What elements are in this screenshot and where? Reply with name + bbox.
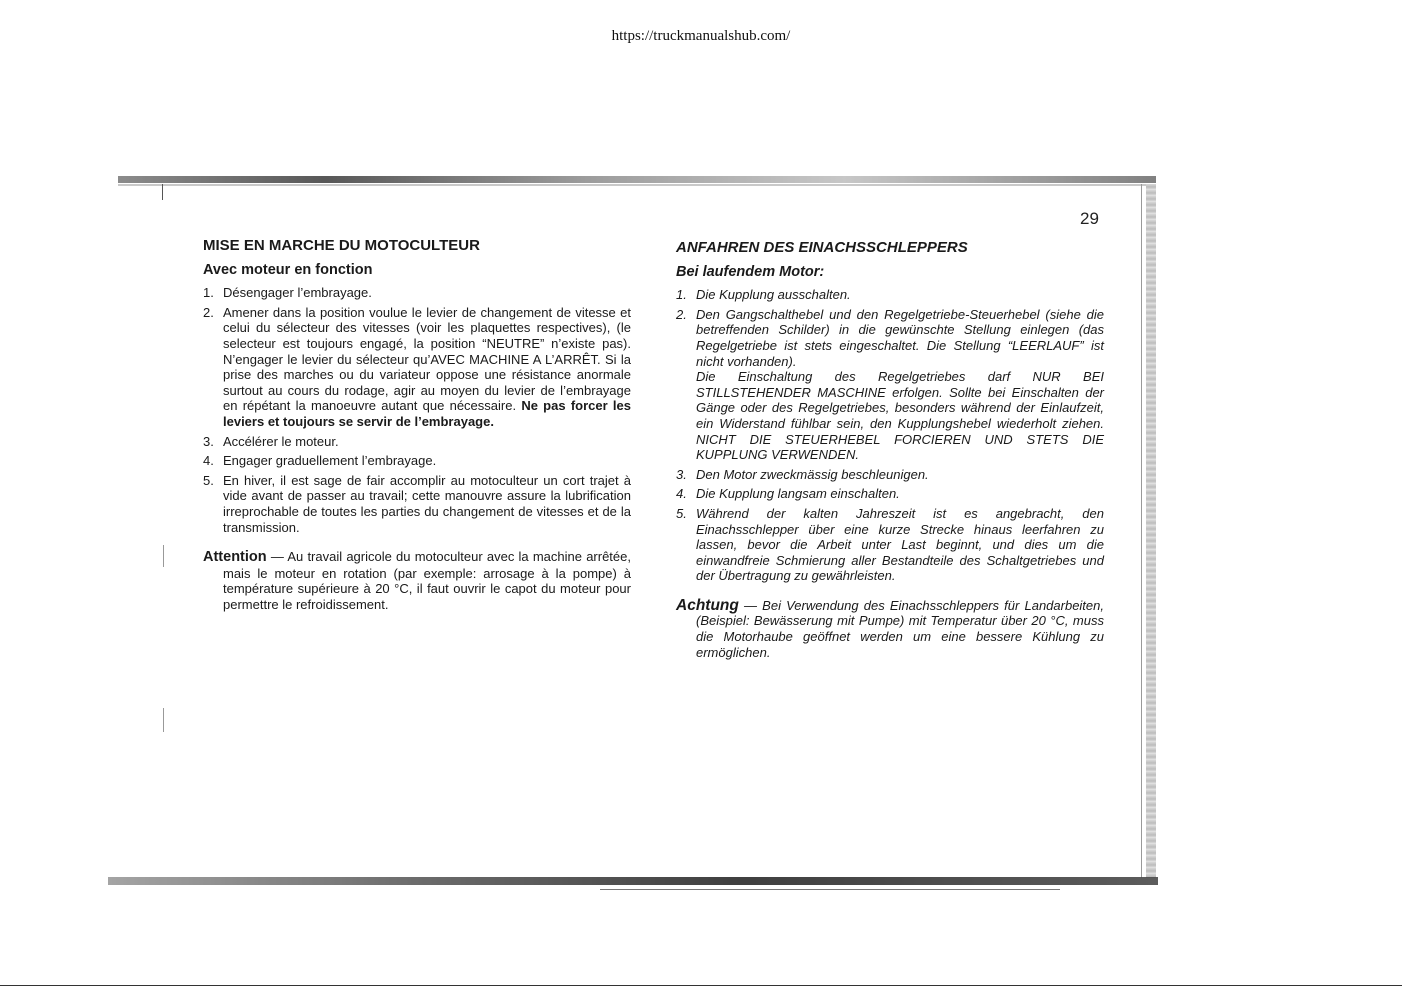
french-attention (203, 549, 631, 612)
attention-label: Achtung (676, 596, 739, 614)
step-text: Amener dans la position voulue le levier de changement de vitesse et celui du sélecteur des vitesses (voir les plaquettes respectives), (le selecteur est toujours engagé, la position “NEUTRE” n’existe pas). N’engager le levier du sélecteur qu’AVEC MACHINE A L’ARRÊT. Si la prise des marches ou du variateur oppose une résistance anormale surtout au cours du rodage, agir au moyen du levier de l’embrayage en répétant la manoeuvre autant que nécessaire. (223, 304, 631, 414)
step-text-continued: Die Einschaltung des Regelgetriebes darf NUR BEI STILLSTEHENDER MASCHINE erfolgen. Sollte bei Einschalten der Gänge oder des Regelgetriebes, besonders während der Einlaufzeit, ein Widerstand fühlbar sein, den Kupplungshebel wiederholt ziehen. NICHT DIE STEUERHEBEL FORCIEREN UND STETS DIE KUPPLUNG VERWENDEN. (696, 369, 1104, 463)
step-number: 3. (676, 466, 687, 482)
german-title: ANFAHREN DES EINACHSSCHLEPPERS (676, 239, 968, 256)
scan-left-mark (163, 545, 164, 567)
attention-text: — Bei Verwendung des Einachsschleppers für Landarbeiten, (Beispiel: Bewässerung mit Pumpe) mit Temperatur über 20 °C, muss die Motorhaube geöffnet werden um eine bessere Kühlung zu ermöglichen. (696, 597, 1104, 660)
list-item (203, 285, 631, 301)
list-item (676, 307, 1104, 463)
step-number: 5. (203, 472, 214, 488)
step-number: 4. (676, 486, 687, 502)
french-subtitle: Avec moteur en fonction (203, 261, 373, 278)
step-text: Den Motor zweckmässig beschleunigen. (696, 466, 929, 482)
list-item (203, 453, 631, 469)
attention-text: — Au travail agricole du motoculteur avec la machine arrêtée, mais le moteur en rotation (par exemple: arrosage à la pompe) à température supérieure à 20 °C, il faut ouvrir le capot du moteur pour permettre le refroidissement. (223, 549, 631, 612)
step-number: 1. (676, 287, 687, 303)
step-number: 3. (203, 433, 214, 449)
german-steps (676, 287, 1104, 584)
page-number: 29 (1080, 209, 1099, 228)
list-item (203, 305, 631, 430)
scan-frame-right-edge (1141, 184, 1142, 878)
step-text: Den Gangschalthebel und den Regelgetriebe-Steuerhebel (siehe die betreffenden Schilder) in die gewünschte Stellung einlegen (das Regelgetriebe ist stets eingeschaltet. Die Stellung “LEERLAUF” ist nicht vorhanden). (696, 306, 1104, 369)
step-text: En hiver, il est sage de fair accomplir au motoculteur un cort trajet à vide avant de passer au travail; cette manouvre assure la lubrification irreprochable de toutes les parties du changement de vitesses et de la transmission. (223, 472, 631, 535)
scan-frame-right (1146, 184, 1156, 878)
french-title: MISE EN MARCHE DU MOTOCULTEUR (203, 237, 480, 254)
step-text: Während der kalten Jahreszeit ist es angebracht, den Einachsschlepper über eine kurze Strecke hinaus leerfahren zu lassen, bevor die Arbeit unter Last beginnt, und dies um die einwandfreie Schmierung aller Bestandteile des Schaltgetriebes und der Übertragung zu gewährleisten. (696, 505, 1104, 584)
step-warning: Ne pas forcer les leviers et toujours se servir de l’embrayage. (223, 398, 631, 429)
scan-frame-bottom (108, 877, 1158, 885)
french-column (203, 238, 631, 612)
step-text: Engager graduellement l’embrayage. (223, 453, 437, 469)
step-number: 2. (203, 304, 214, 320)
list-item (676, 467, 1104, 483)
german-subtitle: Bei laufendem Motor: (676, 263, 825, 280)
step-text: Désengager l’embrayage. (223, 285, 372, 301)
german-attention (676, 598, 1104, 660)
step-number: 4. (203, 453, 214, 469)
list-item (203, 473, 631, 535)
step-text: Die Kupplung ausschalten. (696, 287, 851, 303)
list-item (676, 486, 1104, 502)
step-number: 2. (676, 306, 687, 322)
attention-label: Attention (203, 549, 267, 566)
list-item (676, 287, 1104, 303)
step-text: Die Kupplung langsam einschalten. (696, 486, 900, 502)
scan-frame-top (118, 176, 1156, 183)
step-text: Accélérer le moteur. (223, 433, 339, 449)
step-number: 1. (203, 285, 214, 301)
german-column (676, 240, 1104, 660)
scan-left-mark (163, 708, 164, 732)
page-bottom-rule (0, 985, 1402, 986)
list-item (676, 506, 1104, 584)
scan-frame-bottom-line (600, 889, 1060, 890)
french-steps (203, 285, 631, 535)
scan-frame-top-shadow (118, 184, 1156, 186)
step-number: 5. (676, 505, 687, 521)
list-item (203, 434, 631, 450)
scan-frame-left-tick (162, 184, 163, 200)
source-url[interactable]: https://truckmanualshub.com/ (611, 28, 791, 44)
